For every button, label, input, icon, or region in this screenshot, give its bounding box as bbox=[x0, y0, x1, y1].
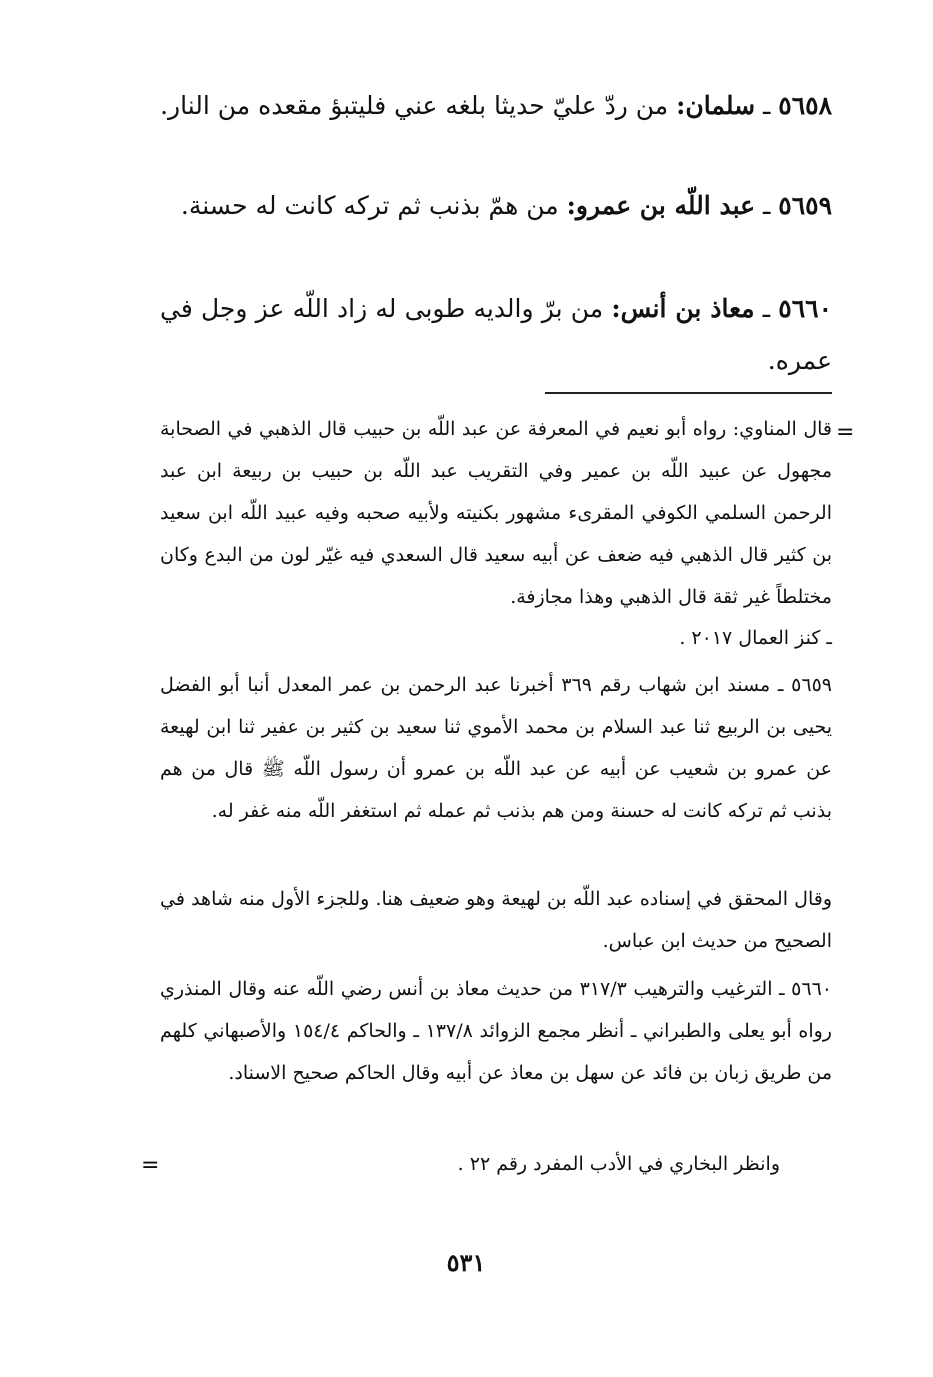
hadith-entry-5658 bbox=[160, 80, 832, 132]
hadith-number: ٥٦٥٩ bbox=[778, 191, 832, 220]
hadith-text: من ردّ عليّ حديثا بلغه عني فليتبؤ مقعده من النار. bbox=[160, 91, 669, 120]
continuation-mark-top: = bbox=[836, 420, 855, 445]
hadith-narrator: عبد اللّه بن عمرو: bbox=[566, 191, 756, 220]
footnote-5659: ٥٦٥٩ ـ مسند ابن شهاب رقم ٣٦٩ أخبرنا عبد الرحمن بن عمر المعدل أنبا أبو الفضل يحيى بن الربيع ثنا عبد السلام بن محمد الأموي ثنا سعيد بن كثير بن عفير ثنا ابن لهيعة عن عمرو بن شعيب عن أبيه عن عبد اللّه بن عمرو أن رسول اللّه ﷺ قال من هم بذنب ثم تركه كانت له حسنة ومن هم بذنب ثم عمله ثم استغفر اللّه منه غفر له. bbox=[160, 674, 832, 822]
hadith-text: من همّ بذنب ثم تركه كانت له حسنة. bbox=[180, 191, 559, 220]
hadith-dash: ـ bbox=[763, 191, 771, 220]
hadith-number: ٥٦٥٨ bbox=[778, 91, 832, 120]
hadith-entry-5659 bbox=[160, 180, 832, 232]
hadith-text: من برّ والديه طوبى له زاد اللّه عز وجل في عمره. bbox=[160, 294, 832, 375]
page-number: ٥٣١ bbox=[446, 1248, 486, 1277]
footnote-kanz-ref: ـ كنز العمال ٢٠١٧ . bbox=[679, 627, 832, 649]
footnote-separator bbox=[545, 392, 832, 394]
footnote-bukhari: وانظر البخاري في الأدب المفرد رقم ٢٢ . bbox=[457, 1153, 780, 1175]
footnote-muhaqqiq: وقال المحقق في إسناده عبد اللّه بن لهيعة وهو ضعيف هنا. وللجزء الأول منه شاهد في الصحيح من حديث ابن عباس. bbox=[160, 888, 832, 952]
footnote-5660: ٥٦٦٠ ـ الترغيب والترهيب ٣١٧/٣ من حديث معاذ بن أنس رضي اللّه عنه وقال المنذري رواه أبو يعلى والطبراني ـ أنظر مجمع الزوائد ١٣٧/٨ ـ والحاكم ١٥٤/٤ والأصبهاني كلهم من طريق زبان بن فائد عن سهل بن معاذ عن أبيه وقال الحاكم صحيح الاسناد. bbox=[160, 978, 832, 1084]
hadith-number: ٥٦٦٠ bbox=[778, 294, 833, 323]
footnote-manawi: قال المناوي: رواه أبو نعيم في المعرفة عن عبد اللّه بن حبيب قال الذهبي في الصحابة مجهول عن عبيد اللّه بن عمير وفي التقريب عبد اللّه بن حبيب بن ربيعة ابن عبد الرحمن السلمي الكوفي المقرىء مشهور بكنيته ولأبيه صحبه وفيه عبيد اللّه ابن سعيد بن كثير قال الذهبي فيه ضعف عن أبيه سعيد قال السعدي فيه غيّر لون من البدع وكان مختلطاً غير ثقة قال الذهبي وهذا مجازفة. bbox=[160, 418, 832, 608]
hadith-narrator: سلمان: bbox=[676, 91, 756, 120]
hadith-dash: ـ bbox=[762, 294, 771, 323]
hadith-dash: ـ bbox=[763, 91, 771, 120]
continuation-mark-bottom: = bbox=[141, 1153, 160, 1178]
hadith-narrator: معاذ بن أنس: bbox=[611, 294, 755, 323]
hadith-entry-5660 bbox=[160, 283, 832, 387]
